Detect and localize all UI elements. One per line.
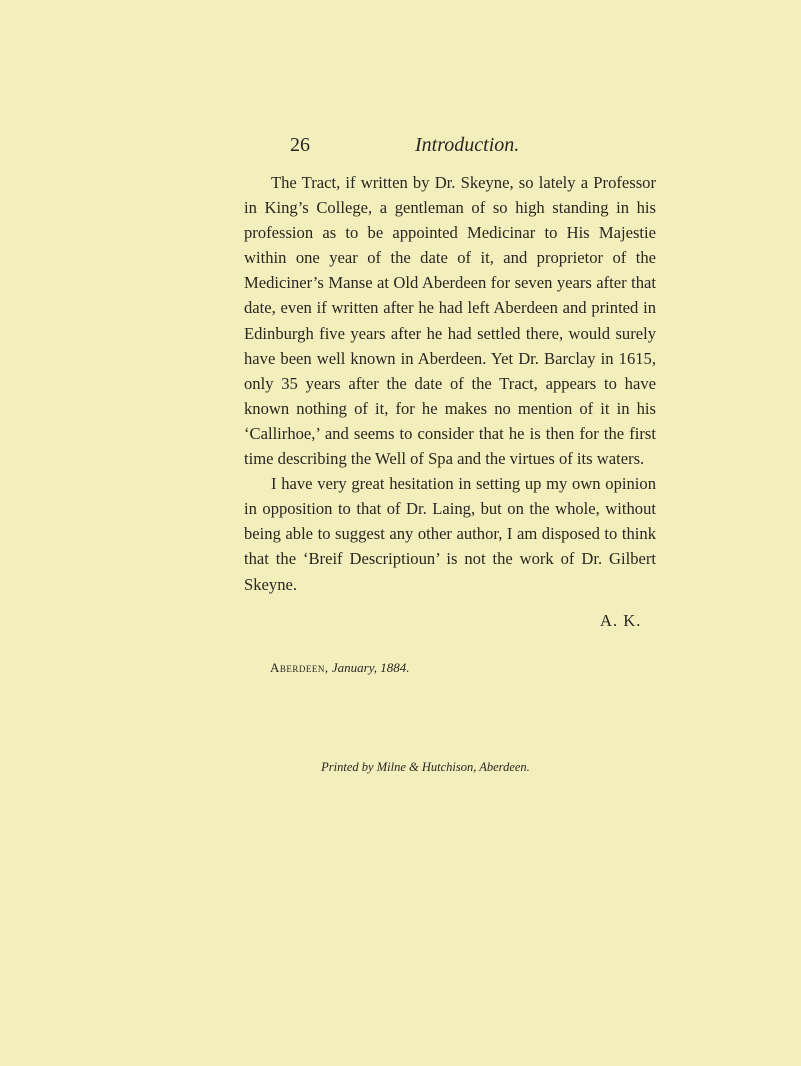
page-number: 26 [290, 134, 310, 156]
body-text [244, 170, 656, 597]
paragraph-2: I have very great hesitation in setting up my own opinion in opposition to that of Dr. Laing, but on the whole, without being able to suggest any other author, I am disposed to think that the ‘Breif Descriptioun’ is not the work of Dr. Gilbert Skeyne. [244, 474, 656, 594]
date: January, 1884. [331, 660, 410, 675]
printer-imprint: Printed by Milne & Hutchison, Aberdeen. [321, 760, 530, 774]
running-title: Introduction. [415, 134, 520, 156]
place-date-line [270, 660, 410, 676]
author-signature: A. K. [600, 611, 642, 630]
running-head [290, 134, 550, 158]
paragraph-1: The Tract, if written by Dr. Skeyne, so lately a Professor in King’s College, a gentleman of so high standing in his profession as to be appointed Medicinar to His Majestie within one year of the date of it, and proprietor of the Mediciner’s Manse at Old Aberdeen for seven years after that date, even if written after he had left Aberdeen and printed in Edinburgh five years after he had settled there, would surely have been well known in Aberdeen. Yet Dr. Barclay in 1615, only 35 years after the date of the Tract, appears to have known nothing of it, for he makes no mention of it in his ‘Callirhoe,’ and seems to consider that he is then for the first time describing the Well of Spa and the virtues of its waters. [244, 173, 656, 469]
place: Aberdeen, [270, 660, 329, 675]
